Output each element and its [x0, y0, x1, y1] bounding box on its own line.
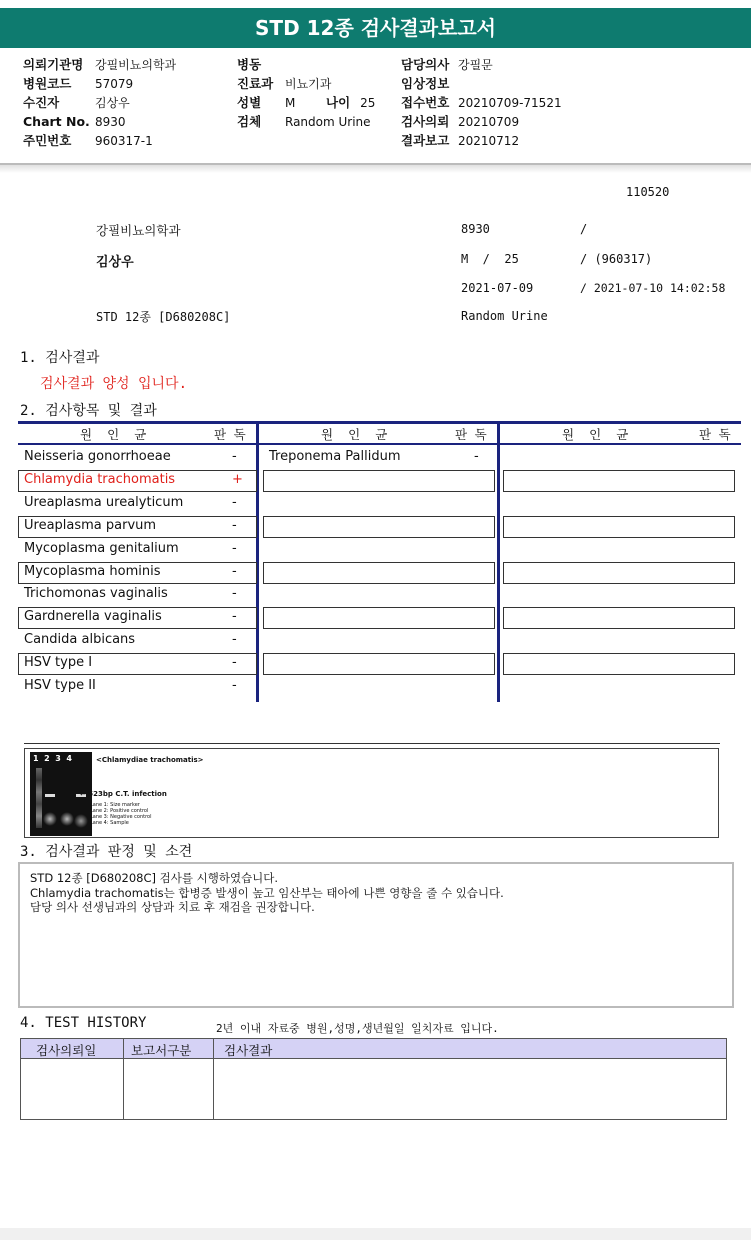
- row-box: [503, 562, 735, 584]
- header-field3-4-value: 20210712: [458, 134, 520, 148]
- pathogen-name: Neisseria gonorrhoeae: [24, 449, 171, 464]
- header-field3-1-label: 임상정보: [401, 76, 450, 91]
- col-header-pathogen-2: 원 인 균: [562, 427, 629, 442]
- header-field3-3-label: 검사의뢰: [401, 114, 450, 129]
- gel-legend-line: Lane 3: Negative control: [90, 814, 152, 820]
- row-box: [503, 653, 735, 675]
- section1-title: 1. 검사결과: [20, 350, 100, 366]
- row-box: [263, 562, 495, 584]
- header-field-3-value: 8930: [95, 115, 126, 129]
- header-field2-2-value: M: [285, 96, 296, 110]
- sex-age: M / 25: [461, 252, 519, 266]
- header-field3-1: [401, 75, 449, 93]
- pathogen-name: Chlamydia trachomatis: [24, 471, 176, 487]
- pathogen-result: -: [232, 632, 237, 648]
- report-title: STD 12종 검사결과보고서: [0, 8, 751, 48]
- row-box: [263, 470, 495, 492]
- gel-legend-line: Lane 2: Positive control: [90, 808, 149, 814]
- header-field3-0-value: 강필문: [458, 58, 493, 72]
- header-field3-3-value: 20210709: [458, 115, 520, 129]
- separator: /: [580, 222, 588, 236]
- pathogen-result: -: [232, 655, 237, 671]
- header-field-0: [23, 56, 177, 74]
- col-header-result-0: 판 독: [214, 427, 246, 442]
- header-field2-0-label: 병동: [237, 57, 262, 72]
- history-note: 2년 이내 자료중 병원,성명,생년월일 일치자료 입니다.: [216, 1022, 499, 1035]
- pathogen-result-col2: -: [474, 449, 479, 464]
- header-field3-0: [401, 56, 493, 74]
- report-code: 110520: [626, 185, 670, 199]
- pathogen-name: Trichomonas vaginalis: [24, 586, 168, 602]
- section1-result: 검사결과 양성 입니다.: [40, 376, 188, 392]
- pathogen-result: -: [232, 494, 237, 510]
- header-field-1-label: 병원코드: [23, 76, 72, 91]
- gel-title: <Chlamydiae trachomatis>: [96, 756, 204, 764]
- header-field2-3-label: 검체: [237, 114, 262, 129]
- age-value: 25: [360, 96, 376, 110]
- specimen: Random Urine: [461, 309, 548, 323]
- pathogen-name: Ureaplasma urealyticum: [24, 494, 184, 510]
- history-header-result: 검사결과: [224, 1043, 273, 1058]
- header-field2-3: [237, 113, 371, 131]
- header-field3-2-label: 접수번호: [401, 95, 450, 110]
- header-field2-1: [237, 75, 332, 93]
- section2-title: 2. 검사항목 및 결과: [20, 403, 157, 419]
- header-field2-2-label: 성별: [237, 95, 262, 110]
- pathogen-result: -: [232, 586, 237, 602]
- header-field-4: [23, 132, 153, 150]
- receipt-date: 2021-07-09: [461, 281, 534, 295]
- header-field-0-value: 강필비뇨의학과: [95, 58, 177, 72]
- header-field2-3-value: Random Urine: [285, 115, 371, 129]
- col-header-pathogen-0: 원 인 균: [80, 427, 147, 442]
- row-box: [503, 516, 735, 538]
- header-field2-0: [237, 56, 261, 74]
- age-label: 나이: [326, 95, 351, 110]
- header-field-3-label: Chart No.: [23, 114, 90, 129]
- gel-legend-line: Lane 1: Size marker: [90, 802, 140, 808]
- header-field3-4: [401, 132, 520, 150]
- header-field-3: [23, 113, 126, 131]
- pathogen-result: -: [232, 609, 237, 625]
- gel-band-label: ← 523bp C.T. infection: [80, 790, 167, 798]
- header-field3-2: [401, 94, 562, 112]
- hospital-name: 강필비뇨의학과: [96, 223, 181, 238]
- header-field2-1-value: 비뇨기과: [285, 77, 332, 91]
- gel-legend: [90, 802, 152, 826]
- header-field2-2: [237, 94, 296, 112]
- row-box: [503, 470, 735, 492]
- pathogen-name: Candida albicans: [24, 632, 136, 648]
- pathogen-name: Ureaplasma parvum: [24, 517, 157, 533]
- header-field-0-label: 의뢰기관명: [23, 57, 84, 72]
- header-field-1-value: 57079: [95, 77, 134, 91]
- pathogen-result: -: [232, 449, 237, 464]
- section3-title: 3. 검사결과 판정 및 소견: [20, 844, 193, 860]
- pathogen-name: Mycoplasma genitalium: [24, 540, 179, 556]
- header-field-1: [23, 75, 134, 93]
- header-field3-3: [401, 113, 520, 131]
- opinion-line: 담당 의사 선생님과의 상담과 치료 후 재검을 권장합니다.: [30, 900, 315, 914]
- gel-legend-line: Lane 4: Sample: [90, 820, 129, 826]
- header-field-2-label: 수진자: [23, 95, 60, 110]
- chart-number: 8930: [461, 222, 490, 236]
- header-field3-4-label: 결과보고: [401, 133, 450, 148]
- history-table-header: [20, 1038, 727, 1059]
- pathogen-result: -: [232, 678, 237, 693]
- history-header-request-date: 검사의뢰일: [36, 1043, 97, 1058]
- section4-title: 4. TEST HISTORY: [20, 1015, 147, 1031]
- col-header-pathogen-1: 원 인 균: [321, 427, 388, 442]
- pathogen-result: -: [232, 563, 237, 579]
- birth-date: / (960317): [580, 252, 653, 266]
- pathogen-name-col2: Treponema Pallidum: [269, 449, 401, 464]
- opinion-line: STD 12종 [D680208C] 검사를 시행하였습니다.: [30, 871, 279, 885]
- pathogen-result: -: [232, 517, 237, 533]
- pathogen-result: +: [232, 471, 243, 487]
- header-field-4-value: 960317-1: [95, 134, 153, 148]
- header-field2-1-label: 진료과: [237, 76, 274, 91]
- report-datetime: / 2021-07-10 14:02:58: [580, 281, 726, 295]
- pathogen-name: HSV type I: [24, 655, 93, 671]
- test-name: STD 12종 [D680208C]: [96, 310, 231, 324]
- header-field-4-label: 주민번호: [23, 133, 72, 148]
- col-header-result-2: 판 독: [699, 427, 731, 442]
- header-field3-0-label: 담당의사: [401, 57, 450, 72]
- opinion-line: Chlamydia trachomatis는 합병증 발생이 높고 임산부는 태아에 나쁜 영향을 줄 수 있습니다.: [30, 885, 504, 900]
- pathogen-name: Gardnerella vaginalis: [24, 609, 162, 625]
- row-box: [263, 653, 495, 675]
- pathogen-result: -: [232, 540, 237, 556]
- row-box: [503, 607, 735, 629]
- opinion-box: [18, 862, 734, 1008]
- pathogen-name: HSV type II: [24, 678, 96, 693]
- report-header: [0, 50, 751, 164]
- col-header-result-1: 판 독: [455, 427, 487, 442]
- row-box: [263, 607, 495, 629]
- header-field3-2-value: 20210709-71521: [458, 96, 562, 110]
- history-table-body: [20, 1058, 727, 1120]
- header-field-2: [23, 94, 130, 112]
- pathogen-name: Mycoplasma hominis: [24, 563, 161, 579]
- gel-lanes: 1 2 3 4: [33, 754, 72, 763]
- row-box: [263, 516, 495, 538]
- history-header-report-type: 보고서구분: [131, 1043, 192, 1058]
- header-field-2-value: 김상우: [95, 96, 130, 110]
- patient-name: 김상우: [96, 255, 134, 270]
